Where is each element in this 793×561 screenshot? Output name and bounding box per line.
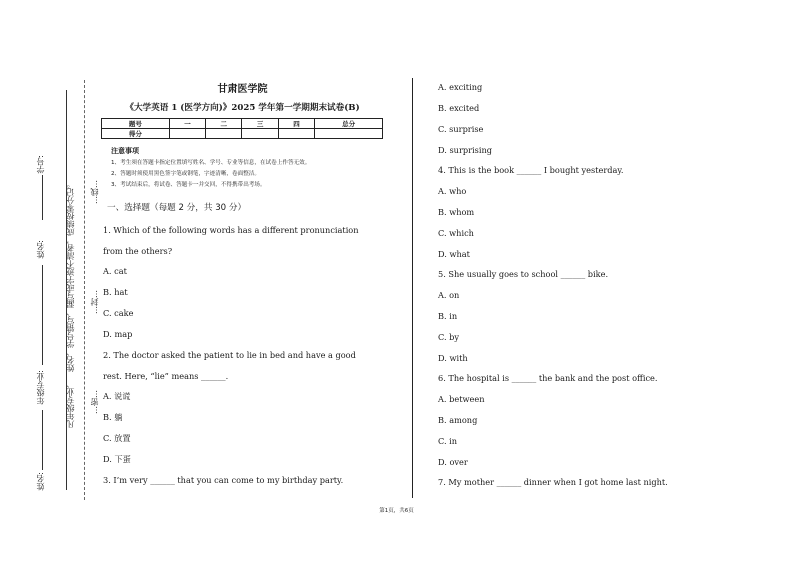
cut-mark-mid: …封… — [90, 290, 99, 314]
score-cell: 四 — [278, 119, 314, 129]
score-cell: 三 — [242, 119, 278, 129]
answer-option[interactable]: A. 说谎 — [103, 391, 131, 401]
score-input[interactable] — [169, 129, 205, 139]
school-name-label: 姓名: — [36, 472, 45, 491]
answer-option[interactable]: D. 下蛋 — [103, 454, 131, 464]
answer-option[interactable]: C. which — [438, 228, 474, 238]
cut-mark-bottom: …密… — [90, 390, 99, 414]
answer-option[interactable]: C. 放置 — [103, 433, 131, 443]
answer-option[interactable]: A. cat — [103, 266, 127, 276]
answer-option[interactable]: A. exciting — [438, 82, 483, 92]
answer-option[interactable]: D. map — [103, 329, 133, 339]
student-id-label: 学号: — [36, 155, 45, 174]
question-stem: 1. Which of the following words has a different pronunciation — [103, 225, 359, 235]
answer-option[interactable]: D. surprising — [438, 145, 492, 155]
answer-option[interactable]: C. surprise — [438, 124, 484, 134]
answer-option[interactable]: A. between — [438, 394, 485, 404]
answer-option[interactable]: B. whom — [438, 207, 475, 217]
score-input[interactable] — [315, 129, 383, 139]
note-item: 2、答题时须使用黑色签字笔或钢笔，字迹清晰，卷面整洁。 — [111, 171, 260, 177]
cut-line — [84, 80, 85, 500]
cut-mark-top: …线… — [90, 180, 99, 204]
name-line — [42, 265, 43, 365]
score-label: 得分 — [102, 129, 170, 139]
answer-option[interactable]: B. in — [438, 311, 458, 321]
answer-option[interactable]: C. by — [438, 332, 460, 342]
name-label: 姓名: — [36, 240, 45, 259]
score-cell: 一 — [169, 119, 205, 129]
score-header-row — [102, 119, 383, 129]
answer-option[interactable]: B. excited — [438, 103, 480, 113]
warning-text: 姓名、学号错写、漏写或字迹不清者，成绩按零分记。 — [66, 180, 75, 372]
score-input[interactable] — [242, 129, 278, 139]
score-input[interactable] — [206, 129, 242, 139]
answer-option[interactable]: B. among — [438, 415, 478, 425]
answer-option[interactable]: A. who — [438, 186, 467, 196]
score-value-row — [102, 129, 383, 139]
notes-title: 注意事项 — [111, 147, 139, 155]
question-stem: rest. Here, “lie” means ______. — [103, 371, 229, 381]
score-cell: 二 — [206, 119, 242, 129]
question-stem: 2. The doctor asked the patient to lie in bed and have a good — [103, 350, 356, 360]
score-cell: 题号 — [102, 119, 170, 129]
binding-line — [66, 90, 67, 490]
answer-option[interactable]: C. cake — [103, 308, 134, 318]
note-item: 1、考生须在答题卡指定位置填写姓名、学号、专业等信息，在试卷上作答无效。 — [111, 160, 311, 166]
answer-option[interactable]: A. on — [438, 290, 460, 300]
question-stem: 7. My mother ______ dinner when I got home last night. — [438, 477, 668, 487]
binding-strip — [30, 80, 110, 500]
score-cell: 总分 — [315, 119, 383, 129]
question-stem: 6. The hospital is ______ the bank and the post office. — [438, 373, 658, 383]
school-name: 甘肃医学院 — [217, 84, 268, 95]
column-divider — [412, 78, 413, 498]
answer-option[interactable]: B. hat — [103, 287, 128, 297]
note-item: 3、考试结束后，将试卷、答题卡一并交回，不得携带出考场。 — [111, 182, 266, 188]
question-stem: 3. I’m very ______ that you can come to my birthday party. — [103, 475, 344, 485]
exam-title: 《大学英语 1 (医学方向)》2025 学年第一学期期末试卷(B) — [125, 103, 360, 113]
question-stem: 4. This is the book ______ I bought yesterday. — [438, 165, 624, 175]
question-stem: from the others? — [103, 246, 173, 256]
warning-text-2: 凡年级专业、 — [66, 380, 75, 428]
grade-major-line — [42, 410, 43, 470]
answer-option[interactable]: B. 躺 — [103, 412, 123, 422]
answer-option[interactable]: D. what — [438, 249, 470, 259]
answer-option[interactable]: D. with — [438, 353, 468, 363]
answer-option[interactable]: D. over — [438, 457, 468, 467]
page-footer: 第1页，共6页 — [379, 508, 414, 514]
student-id-line — [42, 175, 43, 220]
question-stem: 5. She usually goes to school ______ bike. — [438, 269, 609, 279]
section-title: 一、选择题（每题 2 分，共 30 分） — [107, 203, 247, 213]
answer-option[interactable]: C. in — [438, 436, 458, 446]
score-input[interactable] — [278, 129, 314, 139]
grade-major-label: 年级专业: — [36, 370, 45, 405]
score-table — [101, 118, 383, 139]
